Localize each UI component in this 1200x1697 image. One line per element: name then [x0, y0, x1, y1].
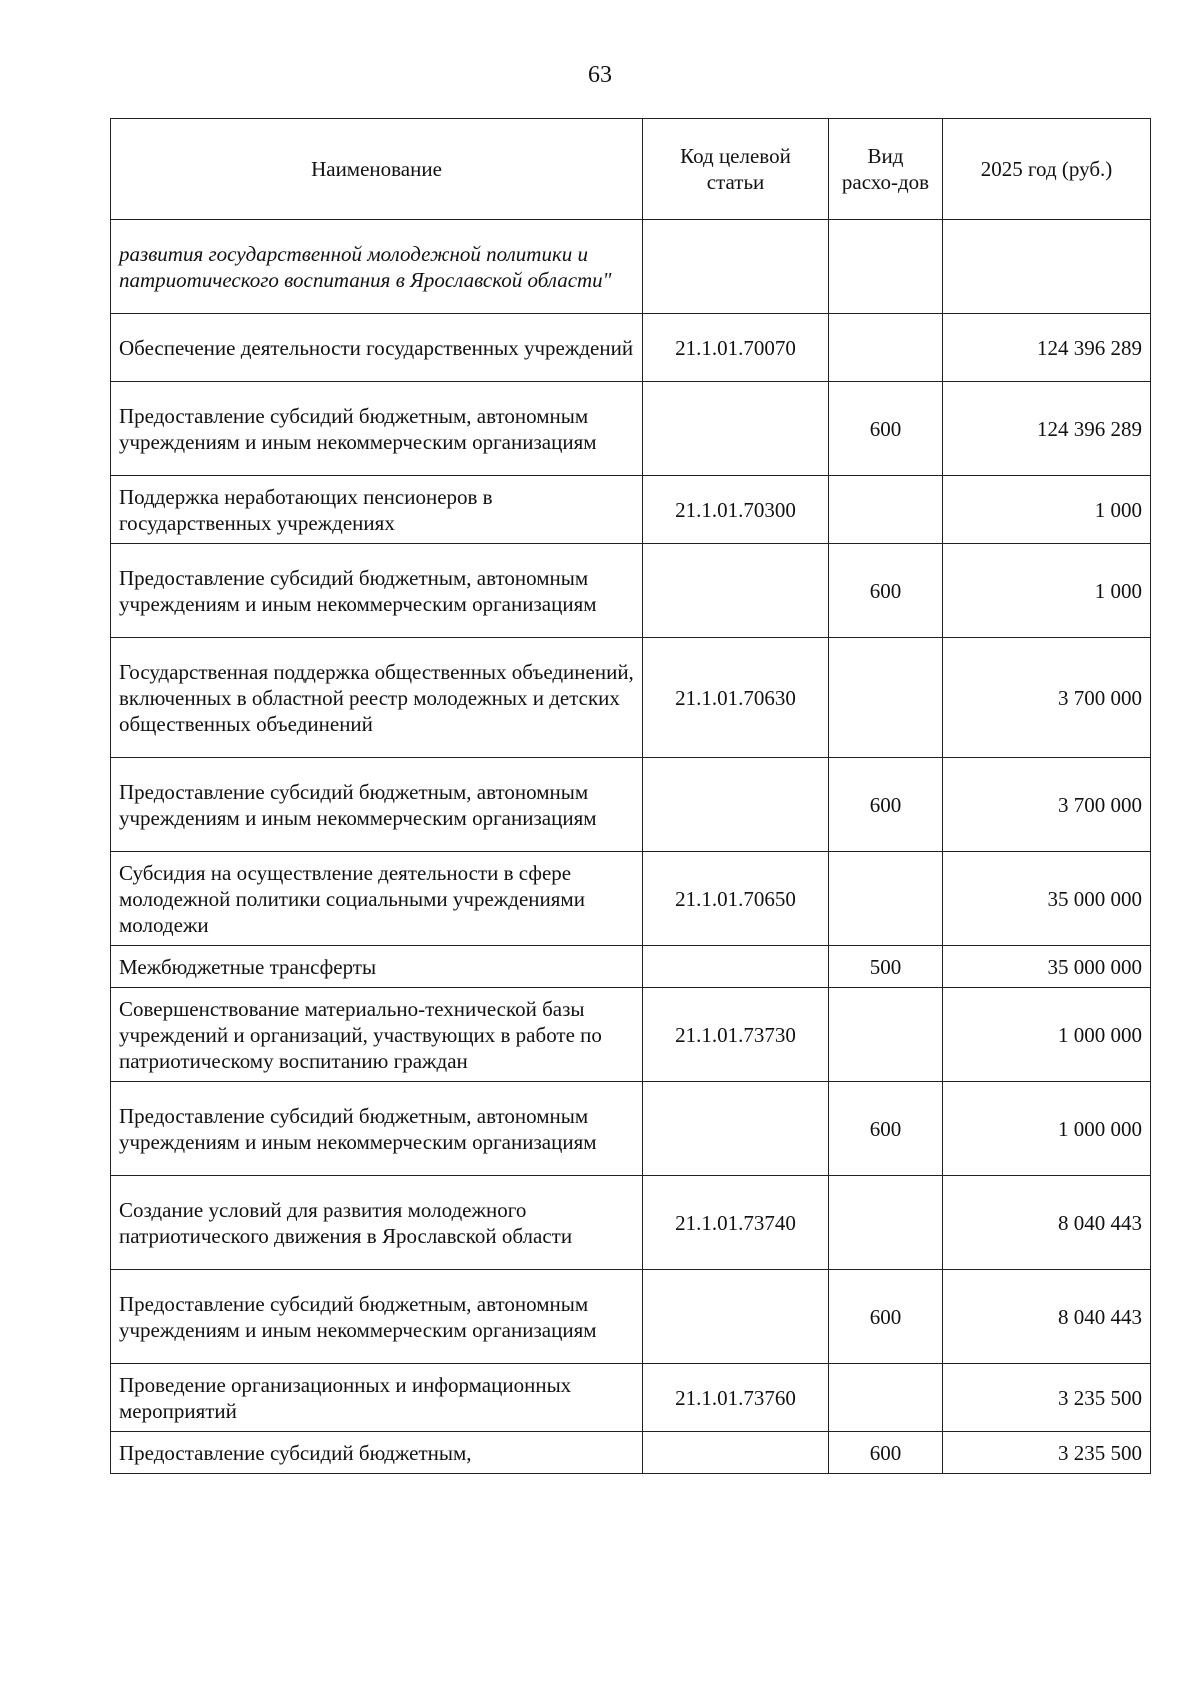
row-amount-cell: 1 000 000 — [943, 1082, 1151, 1176]
table-row — [111, 758, 1151, 852]
table-row — [111, 852, 1151, 946]
row-amount-cell: 1 000 000 — [943, 988, 1151, 1082]
row-type-cell — [829, 1364, 943, 1432]
table-row — [111, 1432, 1151, 1474]
row-type-cell — [829, 220, 943, 314]
row-amount-cell — [943, 220, 1151, 314]
row-type-cell: 600 — [829, 758, 943, 852]
row-name-cell: Предоставление субсидий бюджетным, — [111, 1432, 643, 1474]
row-code-cell — [643, 1082, 829, 1176]
row-amount-cell: 3 235 500 — [943, 1432, 1151, 1474]
table-row — [111, 1270, 1151, 1364]
row-name-cell: развития государственной молодежной политики и патриотического воспитания в Ярославской области" — [111, 220, 643, 314]
table-body — [111, 220, 1151, 1474]
row-type-cell: 600 — [829, 544, 943, 638]
row-code-cell: 21.1.01.70300 — [643, 476, 829, 544]
row-name-cell: Предоставление субсидий бюджетным, автономным учреждениям и иным некоммерческим организациям — [111, 758, 643, 852]
row-code-cell: 21.1.01.73730 — [643, 988, 829, 1082]
row-name-cell: Проведение организационных и информационных мероприятий — [111, 1364, 643, 1432]
table-row — [111, 1176, 1151, 1270]
table-row — [111, 1082, 1151, 1176]
row-name-cell: Совершенствование материально-технической базы учреждений и организаций, участвующих в работе по патриотическому воспитанию граждан — [111, 988, 643, 1082]
row-code-cell — [643, 1270, 829, 1364]
row-name-cell: Межбюджетные трансферты — [111, 946, 643, 988]
header-amount: 2025 год (руб.) — [943, 119, 1151, 220]
table-row — [111, 1364, 1151, 1432]
table-row — [111, 946, 1151, 988]
row-amount-cell: 8 040 443 — [943, 1270, 1151, 1364]
table-row — [111, 314, 1151, 382]
row-type-cell — [829, 852, 943, 946]
row-code-cell: 21.1.01.70630 — [643, 638, 829, 758]
row-code-cell — [643, 382, 829, 476]
row-amount-cell: 35 000 000 — [943, 946, 1151, 988]
table-row — [111, 382, 1151, 476]
row-name-cell: Обеспечение деятельности государственных учреждений — [111, 314, 643, 382]
row-code-cell: 21.1.01.70070 — [643, 314, 829, 382]
table-row — [111, 988, 1151, 1082]
row-amount-cell: 124 396 289 — [943, 382, 1151, 476]
row-name-cell: Предоставление субсидий бюджетным, автономным учреждениям и иным некоммерческим организациям — [111, 1082, 643, 1176]
row-type-cell: 600 — [829, 1432, 943, 1474]
row-type-cell — [829, 1176, 943, 1270]
row-name-cell: Государственная поддержка общественных объединений, включенных в областной реестр молодежных и детских общественных объединений — [111, 638, 643, 758]
row-name-cell: Создание условий для развития молодежного патриотического движения в Ярославской области — [111, 1176, 643, 1270]
row-name-cell: Предоставление субсидий бюджетным, автономным учреждениям и иным некоммерческим организациям — [111, 382, 643, 476]
table-row — [111, 220, 1151, 314]
row-code-cell — [643, 758, 829, 852]
row-type-cell — [829, 476, 943, 544]
table-row — [111, 638, 1151, 758]
page-number: 63 — [588, 62, 612, 88]
row-type-cell: 500 — [829, 946, 943, 988]
row-type-cell — [829, 988, 943, 1082]
row-type-cell: 600 — [829, 1270, 943, 1364]
row-amount-cell: 1 000 — [943, 544, 1151, 638]
row-type-cell: 600 — [829, 382, 943, 476]
table-row — [111, 476, 1151, 544]
row-type-cell: 600 — [829, 1082, 943, 1176]
row-code-cell — [643, 220, 829, 314]
row-code-cell: 21.1.01.73740 — [643, 1176, 829, 1270]
row-code-cell — [643, 544, 829, 638]
row-name-cell: Предоставление субсидий бюджетным, автономным учреждениям и иным некоммерческим организациям — [111, 1270, 643, 1364]
row-name-cell: Поддержка неработающих пенсионеров в государственных учреждениях — [111, 476, 643, 544]
row-amount-cell: 35 000 000 — [943, 852, 1151, 946]
row-type-cell — [829, 638, 943, 758]
table-header-row — [111, 119, 1151, 220]
row-code-cell: 21.1.01.73760 — [643, 1364, 829, 1432]
header-name: Наименование — [111, 119, 643, 220]
header-type: Вид расхо-дов — [829, 119, 943, 220]
row-amount-cell: 1 000 — [943, 476, 1151, 544]
row-type-cell — [829, 314, 943, 382]
row-amount-cell: 8 040 443 — [943, 1176, 1151, 1270]
row-code-cell — [643, 946, 829, 988]
row-code-cell — [643, 1432, 829, 1474]
budget-table — [110, 118, 1151, 1474]
table-row — [111, 544, 1151, 638]
header-code: Код целевой статьи — [643, 119, 829, 220]
row-amount-cell: 3 700 000 — [943, 758, 1151, 852]
row-name-cell: Предоставление субсидий бюджетным, автономным учреждениям и иным некоммерческим организациям — [111, 544, 643, 638]
row-amount-cell: 3 235 500 — [943, 1364, 1151, 1432]
row-code-cell: 21.1.01.70650 — [643, 852, 829, 946]
row-name-cell: Субсидия на осуществление деятельности в сфере молодежной политики социальными учреждениями молодежи — [111, 852, 643, 946]
row-amount-cell: 3 700 000 — [943, 638, 1151, 758]
row-amount-cell: 124 396 289 — [943, 314, 1151, 382]
